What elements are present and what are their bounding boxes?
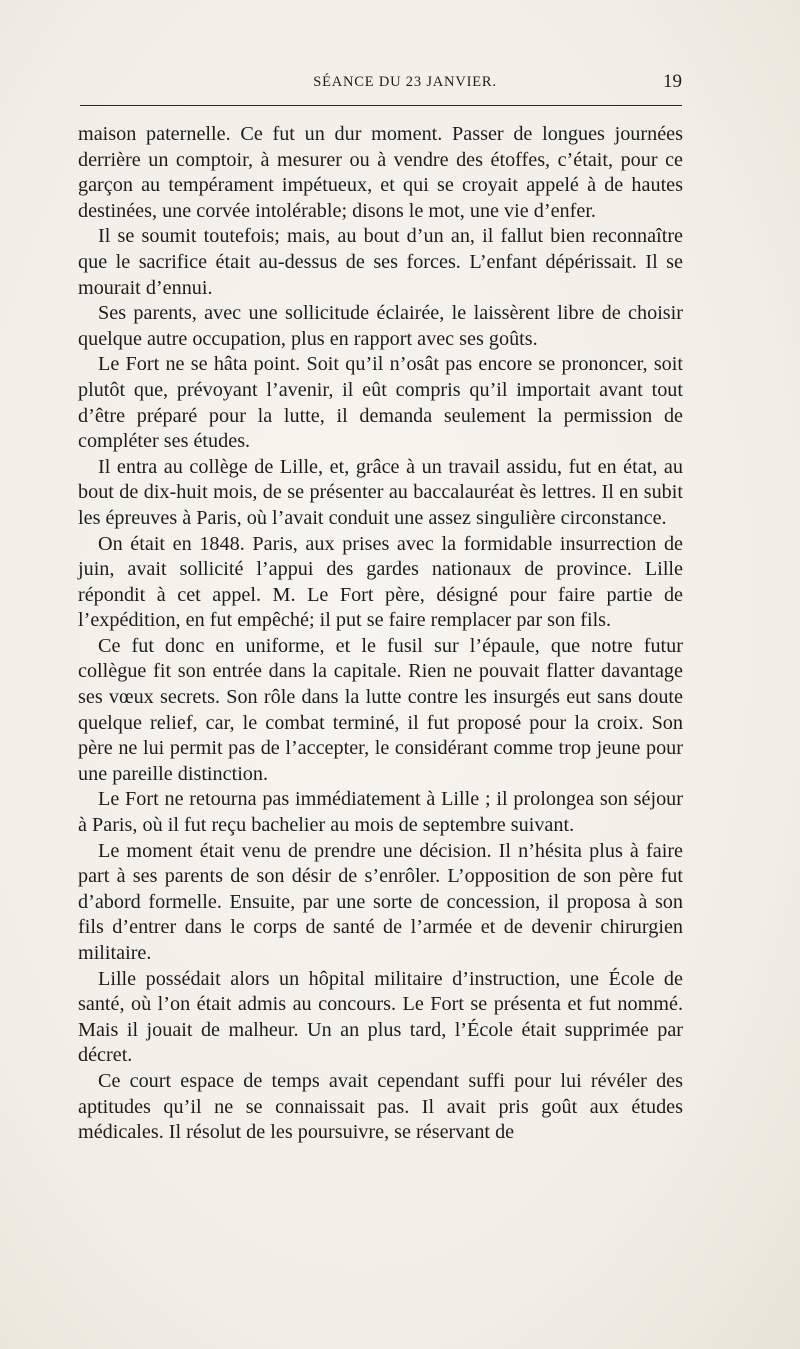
paragraph: Le moment était venu de prendre une décision. Il n’hésita plus à faire part à ses parents de son désir de s’enrôler. L’opposition de son père fut d’abord formelle. Ensuite, par une sorte de concession, il proposa à son fils d’entrer dans le corps de santé de l’armée et de devenir chirurgien militaire. (78, 839, 683, 964)
body-text (78, 122, 683, 1146)
paragraph: Ses parents, avec une sollicitude éclairée, le laissèrent libre de choisir quelque autre occupation, plus en rapport avec ses goûts. (78, 302, 683, 350)
header-rule (80, 105, 682, 106)
paragraph: Ce fut donc en uniforme, et le fusil sur l’épaule, que notre futur collègue fit son entrée dans la capitale. Rien ne pouvait flatter davantage ses vœux secrets. Son rôle dans la lutte contre les insurgés eut sans doute quelque relief, car, le combat terminé, il fut proposé pour la croix. Son père ne lui permit pas de l’accepter, le considérant comme trop jeune pour une pareille distinction. (78, 634, 683, 785)
paragraph: Ce court espace de temps avait cependant suffi pour lui révéler des aptitudes qu’il ne se connaissait pas. Il avait pris goût aux études médicales. Il résolut de les poursuivre, se réservant de (78, 1069, 683, 1144)
page-header (78, 71, 682, 100)
paragraph: Lille possédait alors un hôpital militaire d’instruction, une École de santé, où l’on était admis au concours. Le Fort se présenta et fut nommé. Mais il jouait de malheur. Un an plus tard, l’École était supprimée par décret. (78, 967, 683, 1067)
paragraph: maison paternelle. Ce fut un dur moment. Passer de longues journées derrière un comptoir, à mesurer ou à vendre des étoffes, c’était, pour ce garçon au tempérament impétueux, et qui se croyait appelé à de hautes destinées, une corvée intolérable; disons le mot, une vie d’enfer. (78, 123, 683, 222)
paragraph: Le Fort ne se hâta point. Soit qu’il n’osât pas encore se prononcer, soit plutôt que, prévoyant l’avenir, il eût compris qu’il importait avant tout d’être préparé pour la lutte, il demanda seulement la permission de compléter ses études. (78, 353, 683, 453)
paragraph: Il entra au collège de Lille, et, grâce à un travail assidu, fut en état, au bout de dix-huit mois, de se présenter au baccalauréat ès lettres. Il en subit les épreuves à Paris, où l’avait conduit une assez singulière circonstance. (78, 455, 683, 529)
paragraph: Il se soumit toutefois; mais, au bout d’un an, il fallut bien reconnaître que le sacrifice était au-dessus de ses forces. L’enfant dépérissait. Il se mourait d’ennui. (78, 225, 683, 299)
paragraph: On était en 1848. Paris, aux prises avec la formidable insurrection de juin, avait sollicité l’appui des gardes nationaux de province. Lille répondit à cet appel. M. Le Fort père, désigné pour faire partie de l’expédition, en fut empêché; il put se faire remplacer par son fils. (78, 532, 683, 632)
paragraph: Le Fort ne retourna pas immédiatement à Lille ; il prolongea son séjour à Paris, où il fut reçu bachelier au mois de septembre suivant. (78, 788, 683, 837)
running-title: SÉANCE DU 23 JANVIER. (313, 74, 497, 90)
page-number: 19 (663, 71, 682, 92)
